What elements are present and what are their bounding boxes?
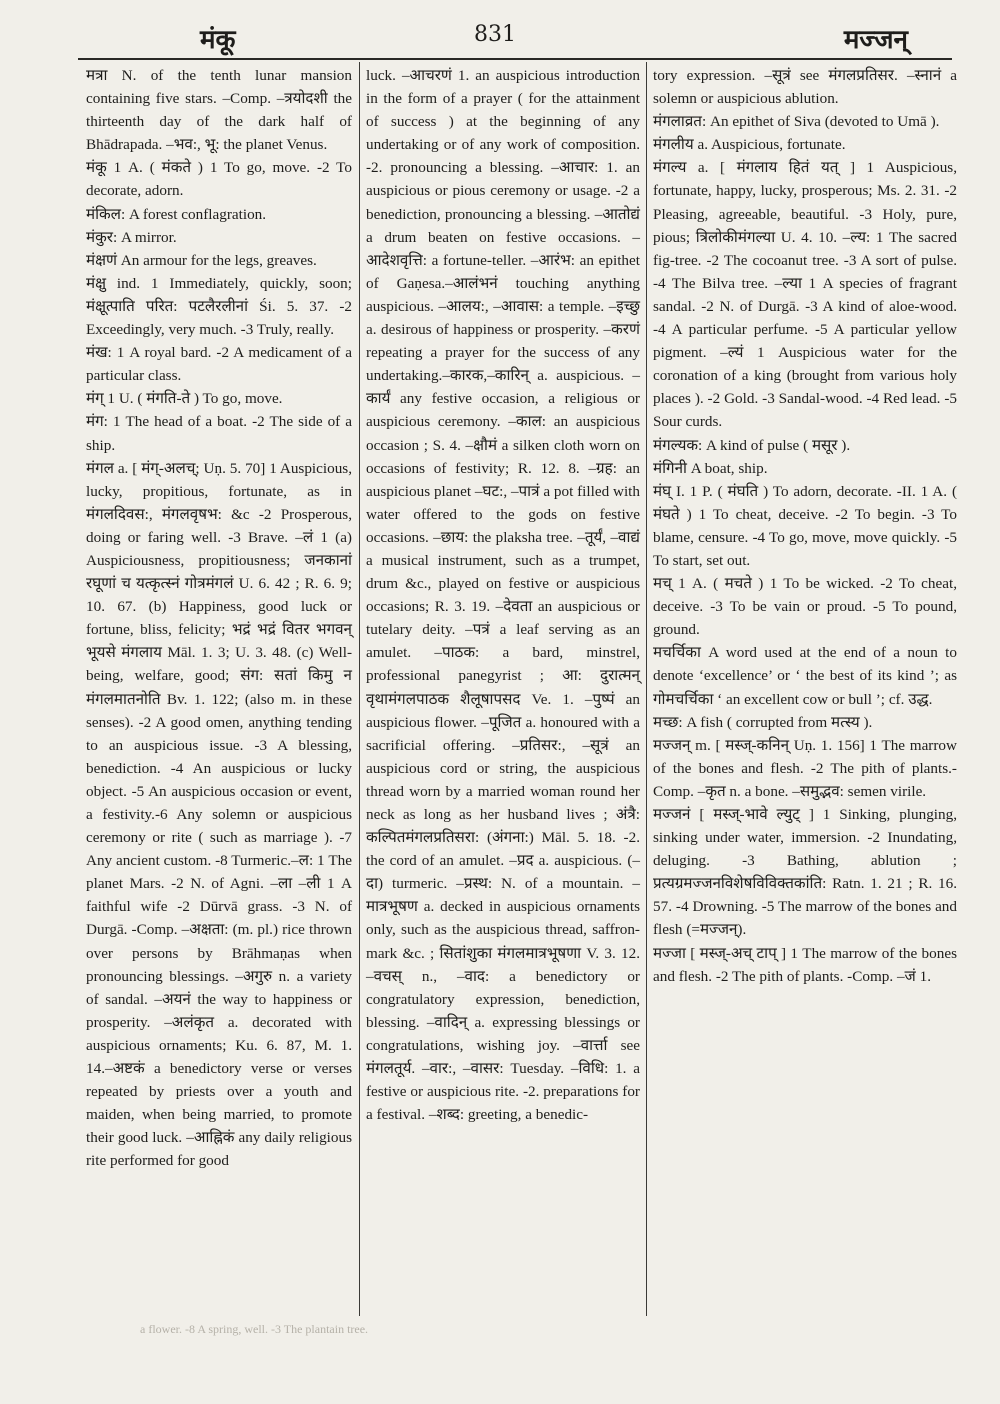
dictionary-entry: मंगिनी A boat, ship. bbox=[653, 459, 768, 477]
dictionary-entry: मंगल a. [ मंग्-अलच्; Uṇ. 5. 70] 1 Auspicious, lucky, propitious, fortunate, as in मंगलदिवस:, मंगलवृषभ: &c -2 Prosperous, doing or faring well. -3 Brave. –लं 1 (a) Auspiciousness, propitiousness; जनकानां रघूणां च यत्कृत्स्नं गोत्रमंगलं U. 6. 42 ; R. 6. 9; 10. 67. (b) Happiness, good luck or fortune, bliss, felicity; भद्रं भद्रं वितर भगवन् भूयसे मंगलाय Māl. 1. 3; U. 3. 48. (c) Well-being, welfare, good; संग: सतां किमु न मंगलमातनोति Bv. 1. 122; (also m. in these senses). -2 A good omen, anything tending to an auspicious issue. -3 A blessing, benediction. -4 An auspicious or lucky object. -5 An auspicious occasion or event, a festivity.-6 Any solemn or auspicious ceremony or rite ( such as marriage ). -7 Any ancient custom. -8 Turmeric.–ल: 1 The planet Mars. -2 N. of Agni. –ला –ली 1 A faithful wife -2 Dūrvā grass. -3 N. of Durgā. -Comp. –अक्षता: (m. pl.) rice thrown over persons by Brāhmaṇas when pronouncing blessings. –अगुरु n. a variety of sandal. –अयनं the way to happiness or prosperity. –अलंकृत a. decorated with auspicious ornaments; Ku. 6. 87, M. 1. 14.–अष्टकं a benedictory verse or verses repeated by priests over a youth and maiden, when being married, to promote their good luck. –आह्निकं any daily religious rite performed for good bbox=[86, 459, 352, 1170]
dictionary-entry: मंगल्यक: A kind of pulse ( मसूर ). bbox=[653, 436, 851, 454]
column-middle bbox=[366, 64, 640, 1126]
column-divider bbox=[646, 62, 647, 1316]
dictionary-entry: मंक्षणं An armour for the legs, greaves. bbox=[86, 251, 317, 269]
dictionary-entry: मंकू 1 A. ( मंकते ) 1 To go, move. -2 To decorate, adorn. bbox=[86, 159, 352, 200]
column-divider bbox=[359, 62, 360, 1316]
dictionary-entry: मच्छ: A fish ( corrupted from मत्स्य ). bbox=[653, 713, 873, 731]
dictionary-entry: मंगलीय a. Auspicious, fortunate. bbox=[653, 136, 846, 154]
dictionary-entry: मचर्चिका A word used at the end of a noun to denote ‘excellence’ or ‘ the best of its kind ’; as गोमचर्चिका ‘ an excellent cow or bull ’; cf. उद्ध. bbox=[653, 644, 957, 708]
dictionary-entry: मत्रा N. of the tenth lunar mansion containing five stars. –Comp. –त्रयोदशी the thirteenth day of the dark half of Bhādrapada. –भव:, भू: the planet Venus. bbox=[86, 67, 352, 154]
dictionary-entry: मज्जनं [ मस्ज्-भावे ल्युट् ] 1 Sinking, plunging, sinking under water, immersion. -2 Inundating, deluging. -3 Bathing, ablution ; प्रत्यग्रमज्जनविशेषविविक्तकांति: Ratn. 1. 21 ; R. 16. 57. -4 Drowning. -5 The marrow of the bones and flesh (=मज्जन्). bbox=[653, 806, 957, 939]
dictionary-entry: मंगल्य a. [ मंगलाय हितं यत् ] 1 Auspicious, fortunate, happy, lucky, prosperous; Ms. 2. 31. -2 Pleasing, agreeable, beautiful. -3 Holy, pure, pious; त्रिलोकीमंगल्या U. 4. 10. –ल्य: 1 The sacred fig-tree. -2 The cocoanut tree. -3 A sort of pulse. -4 The Bilva tree. –ल्या 1 A species of fragrant sandal. -2 N. of Durgā. -3 A kind of aloe-wood. -4 A particular perfume. -5 A particular yellow pigment. –ल्यं 1 Auspicious water for the coronation of a king (brought from various holy places ). -2 Gold. -3 Sandal-wood. -4 Red lead. -5 Sour curds. bbox=[653, 159, 957, 431]
show-through-text: a flower. -8 A spring, well. -3 The plantain tree. bbox=[140, 1322, 369, 1336]
column-left bbox=[86, 64, 352, 1173]
dictionary-entry: मज्जन् m. [ मस्ज्-कनिन् Uṇ. 1. 156] 1 The marrow of the bones and flesh. -2 The pith of plants.-Comp. –कृत n. a bone. –समुद्भव: semen virile. bbox=[653, 736, 957, 800]
header-rule bbox=[78, 58, 952, 60]
page-header bbox=[70, 20, 952, 56]
right-guide-word: मज्जन् bbox=[843, 25, 908, 55]
dictionary-entry: मंग: 1 The head of a boat. -2 The side of a ship. bbox=[86, 413, 352, 454]
dictionary-entry: मंगलाव्रत: An epithet of Siva (devoted to Umā ). bbox=[653, 113, 940, 131]
dictionary-entry: मच् 1 A. ( मचते ) 1 To be wicked. -2 To cheat, deceive. -3 To be vain or proud. -5 To pound, ground. bbox=[653, 575, 957, 639]
left-guide-word: मंकू bbox=[200, 25, 236, 55]
dictionary-entry: मंकुर: A mirror. bbox=[86, 228, 177, 246]
dictionary-entry: मंख: 1 A royal bard. -2 A medicament of a particular class. bbox=[86, 344, 352, 385]
dictionary-entry: मंघ् I. 1 P. ( मंघति ) To adorn, decorate. -II. 1 A. ( मंघते ) 1 To cheat, deceive. -2 To begin. -3 To blame, censure. -4 To go, move, move quickly. -5 To start, set out. bbox=[653, 482, 957, 569]
page-number: 831 bbox=[474, 22, 516, 47]
dictionary-entry: luck. –आचरणं 1. an auspicious introduction in the form of a prayer ( for the attainment of success ) at the beginning of any undertaking or of any work of composition. -2. pronouncing a blessing. –आचार: 1. an auspicious or pious ceremony or usage. -2 a benediction, pronouncing a blessing. –आतोद्यं a drum beaten on festive occasions. –आदेशवृत्ति: a fortune-teller. –आरंभ: an epithet of Gaṇesa.–आलंभनं touching anything auspicious. –आलय:, –आवास: a temple. –इच्छु a. desirous of happiness or prosperity. –करणं repeating a prayer for the success of any undertaking.–कारक,–कारिन् a. auspicious. –कार्यं any festive occasion, a religious or auspicious ceremony. –काल: an auspicious occasion ; S. 4. –क्षौमं a silken cloth worn on occasions of festivity; R. 12. 8. –ग्रह: an auspicious planet –घट:, –पात्रं a pot filled with water offered to the gods on festive occasions. –छाय: the plaksha tree. –तूर्यं, –वाद्यं a musical instrument, such as a trumpet, drum &c., played on festive or auspicious occasions; R. 3. 19. –देवता an auspicious or tutelary deity. –पत्रं a leaf serving as an amulet. –पाठक: a bard, minstrel, professional panegyrist ; आ: दुरात्मन् वृथामंगलपाठक शैलूषापसद Ve. 1. –पुष्पं an auspicious flower. –पूजित a. honoured with a sacrificial offering. –प्रतिसर:, –सूत्रं an auspicious cord or string, the auspicious thread worn by a married woman round her neck as long as her husband lives ; अंत्रै: कल्पितमंगलप्रतिसरा: (अंगना:) Māl. 5. 18. -2. the cord of an amulet. –प्रद a. auspicious. (–दा) turmeric. –प्रस्थ: N. of a mountain. –मात्रभूषण a. decked in auspicious ornaments only, such as the auspicious thread, saffron-mark &c. ; सितांशुका मंगलमात्रभूषणा V. 3. 12. –वचस् n., –वाद: a benedictory or congratulatory expression, benediction, blessing. –वादिन् a. expressing blessings or congratulations, wishing joy. –वार्त्ता see मंगलतूर्य. –वार:, –वासर: Tuesday. –विधि: 1. a festive or auspicious rite. -2. preparations for a festival. –शब्द: greeting, a benedic- bbox=[366, 67, 640, 1124]
dictionary-entry: tory expression. –सूत्रं see मंगलप्रतिसर. –स्नानं a solemn or auspicious ablution. bbox=[653, 67, 957, 108]
dictionary-entry: मंकिल: A forest conflagration. bbox=[86, 205, 267, 223]
column-right bbox=[653, 64, 957, 988]
dictionary-entry: मज्जा [ मस्ज्-अच् टाप् ] 1 The marrow of the bones and flesh. -2 The pith of plants. -Comp. –जं 1. bbox=[653, 944, 957, 985]
dictionary-entry: मंक्षु ind. 1 Immediately, quickly, soon; मंक्षूत्पाति परित: पटलैरलीनां Śi. 5. 37. -2 Exceedingly, very much. -3 Truly, really. bbox=[86, 274, 352, 339]
dictionary-entry: मंग् 1 U. ( मंगति-ते ) To go, move. bbox=[86, 390, 283, 408]
